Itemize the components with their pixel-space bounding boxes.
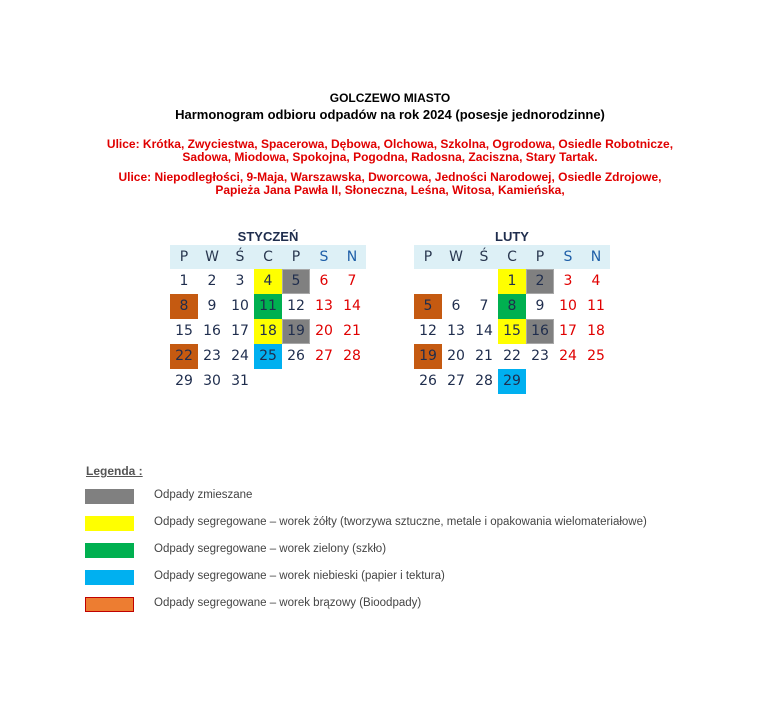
day-cell: 20 bbox=[315, 323, 333, 339]
day-cell: 6 bbox=[319, 273, 329, 289]
day-cell: 8 bbox=[498, 294, 526, 319]
day-header: W bbox=[449, 249, 463, 265]
day-cell: 21 bbox=[475, 348, 493, 364]
empty-cell bbox=[470, 269, 498, 294]
day-cell: 1 bbox=[179, 273, 189, 289]
day-cell: 12 bbox=[419, 323, 437, 339]
day-cell: 1 bbox=[498, 269, 526, 294]
day-grid bbox=[414, 269, 610, 394]
day-cell: 17 bbox=[231, 323, 249, 339]
day-cell: 10 bbox=[231, 298, 249, 314]
legend-swatch bbox=[85, 489, 134, 504]
legend-item bbox=[85, 516, 725, 532]
day-cell: 23 bbox=[531, 348, 549, 364]
day-cell: 8 bbox=[170, 294, 198, 319]
day-cell: 6 bbox=[451, 298, 461, 314]
day-cell: 27 bbox=[315, 348, 333, 364]
legend-item bbox=[85, 489, 725, 505]
day-cell: 24 bbox=[559, 348, 577, 364]
day-cell: 14 bbox=[475, 323, 493, 339]
day-cell: 11 bbox=[587, 298, 605, 314]
day-cell: 18 bbox=[254, 319, 282, 344]
day-header: C bbox=[263, 249, 273, 265]
day-cell: 13 bbox=[315, 298, 333, 314]
street-list-line: Ulice: Krótka, Zwyciestwa, Spacerowa, Dębowa, Olchowa, Szkolna, Ogrodowa, Osiedle Robotnicze, bbox=[106, 137, 674, 151]
day-cell: 29 bbox=[498, 369, 526, 394]
day-cell: 4 bbox=[254, 269, 282, 294]
day-cell: 4 bbox=[591, 273, 601, 289]
day-cell: 25 bbox=[587, 348, 605, 364]
day-header: P bbox=[535, 249, 545, 265]
legend-title: Legenda : bbox=[86, 464, 143, 478]
day-cell: 22 bbox=[503, 348, 521, 364]
day-cell: 22 bbox=[170, 344, 198, 369]
legend-item bbox=[85, 570, 725, 586]
day-cell: 20 bbox=[447, 348, 465, 364]
day-cell: 26 bbox=[419, 373, 437, 389]
legend-swatch bbox=[85, 570, 134, 585]
day-cell: 26 bbox=[287, 348, 305, 364]
day-cell: 7 bbox=[347, 273, 357, 289]
day-header-row bbox=[170, 245, 366, 269]
day-grid bbox=[170, 269, 366, 394]
street-list-1 bbox=[40, 138, 740, 164]
day-cell: 25 bbox=[254, 344, 282, 369]
legend-label: Odpady segregowane – worek zielony (szkło) bbox=[154, 543, 387, 555]
street-list-line: Papieża Jana Pawła II, Słoneczna, Leśna, Witosa, Kamieńska, bbox=[215, 183, 565, 197]
calendar-february bbox=[414, 228, 610, 394]
day-cell: 31 bbox=[231, 373, 249, 389]
day-header: N bbox=[590, 249, 602, 265]
day-cell: 28 bbox=[475, 373, 493, 389]
legend-label: Odpady segregowane – worek niebieski (papier i tektura) bbox=[154, 570, 445, 582]
day-cell: 16 bbox=[203, 323, 221, 339]
day-header: P bbox=[291, 249, 301, 265]
day-header: Ś bbox=[235, 249, 245, 265]
legend-label: Odpady segregowane – worek brązowy (Bioodpady) bbox=[154, 597, 422, 609]
page-title: GOLCZEWO MIASTO bbox=[329, 91, 451, 105]
day-header-row bbox=[414, 245, 610, 269]
legend-item bbox=[85, 543, 725, 559]
calendar-january bbox=[170, 228, 366, 394]
legend-swatch bbox=[85, 597, 134, 612]
day-header: S bbox=[563, 249, 573, 265]
day-cell: 29 bbox=[175, 373, 193, 389]
empty-cell bbox=[414, 269, 442, 294]
page-subtitle: Harmonogram odbioru odpadów na rok 2024 (posesje jednorodzinne) bbox=[175, 107, 605, 122]
day-header: S bbox=[319, 249, 329, 265]
day-cell: 10 bbox=[559, 298, 577, 314]
day-header: C bbox=[507, 249, 517, 265]
day-cell: 27 bbox=[447, 373, 465, 389]
day-cell: 5 bbox=[414, 294, 442, 319]
day-cell: 21 bbox=[343, 323, 361, 339]
day-cell: 12 bbox=[287, 298, 305, 314]
day-cell: 9 bbox=[207, 298, 217, 314]
day-cell: 7 bbox=[479, 298, 489, 314]
day-cell: 2 bbox=[207, 273, 217, 289]
month-title: STYCZEŃ bbox=[237, 229, 299, 244]
day-header: P bbox=[423, 249, 433, 265]
legend-label: Odpady segregowane – worek żółty (tworzywa sztuczne, metale i opakowania wielomateriałowe) bbox=[154, 516, 647, 528]
month-title: LUTY bbox=[495, 229, 529, 244]
street-list-line: Sadowa, Miodowa, Spokojna, Pogodna, Radosna, Zaciszna, Stary Tartak. bbox=[182, 150, 598, 164]
day-cell: 14 bbox=[343, 298, 361, 314]
day-cell: 16 bbox=[526, 319, 554, 344]
day-cell: 9 bbox=[535, 298, 545, 314]
day-cell: 2 bbox=[526, 269, 554, 294]
day-cell: 3 bbox=[563, 273, 573, 289]
day-header: Ś bbox=[479, 249, 489, 265]
legend-item bbox=[85, 597, 725, 613]
day-cell: 24 bbox=[231, 348, 249, 364]
day-cell: 15 bbox=[498, 319, 526, 344]
empty-cell bbox=[442, 269, 470, 294]
day-cell: 30 bbox=[203, 373, 221, 389]
day-cell: 5 bbox=[282, 269, 310, 294]
day-cell: 17 bbox=[559, 323, 577, 339]
day-cell: 28 bbox=[343, 348, 361, 364]
day-cell: 3 bbox=[235, 273, 245, 289]
street-list-2 bbox=[40, 171, 740, 197]
day-cell: 13 bbox=[447, 323, 465, 339]
day-cell: 18 bbox=[587, 323, 605, 339]
day-cell: 23 bbox=[203, 348, 221, 364]
street-list-line: Ulice: Niepodległości, 9-Maja, Warszawska, Dworcowa, Jedności Narodowej, Osiedle Zdrojowe, bbox=[118, 170, 662, 184]
day-header: P bbox=[179, 249, 189, 265]
day-cell: 19 bbox=[414, 344, 442, 369]
legend-swatch bbox=[85, 516, 134, 531]
legend-swatch bbox=[85, 543, 134, 558]
legend-label: Odpady zmieszane bbox=[154, 489, 253, 501]
day-header: W bbox=[205, 249, 219, 265]
day-cell: 15 bbox=[175, 323, 193, 339]
day-cell: 11 bbox=[254, 294, 282, 319]
day-header: N bbox=[346, 249, 358, 265]
day-cell: 19 bbox=[282, 319, 310, 344]
